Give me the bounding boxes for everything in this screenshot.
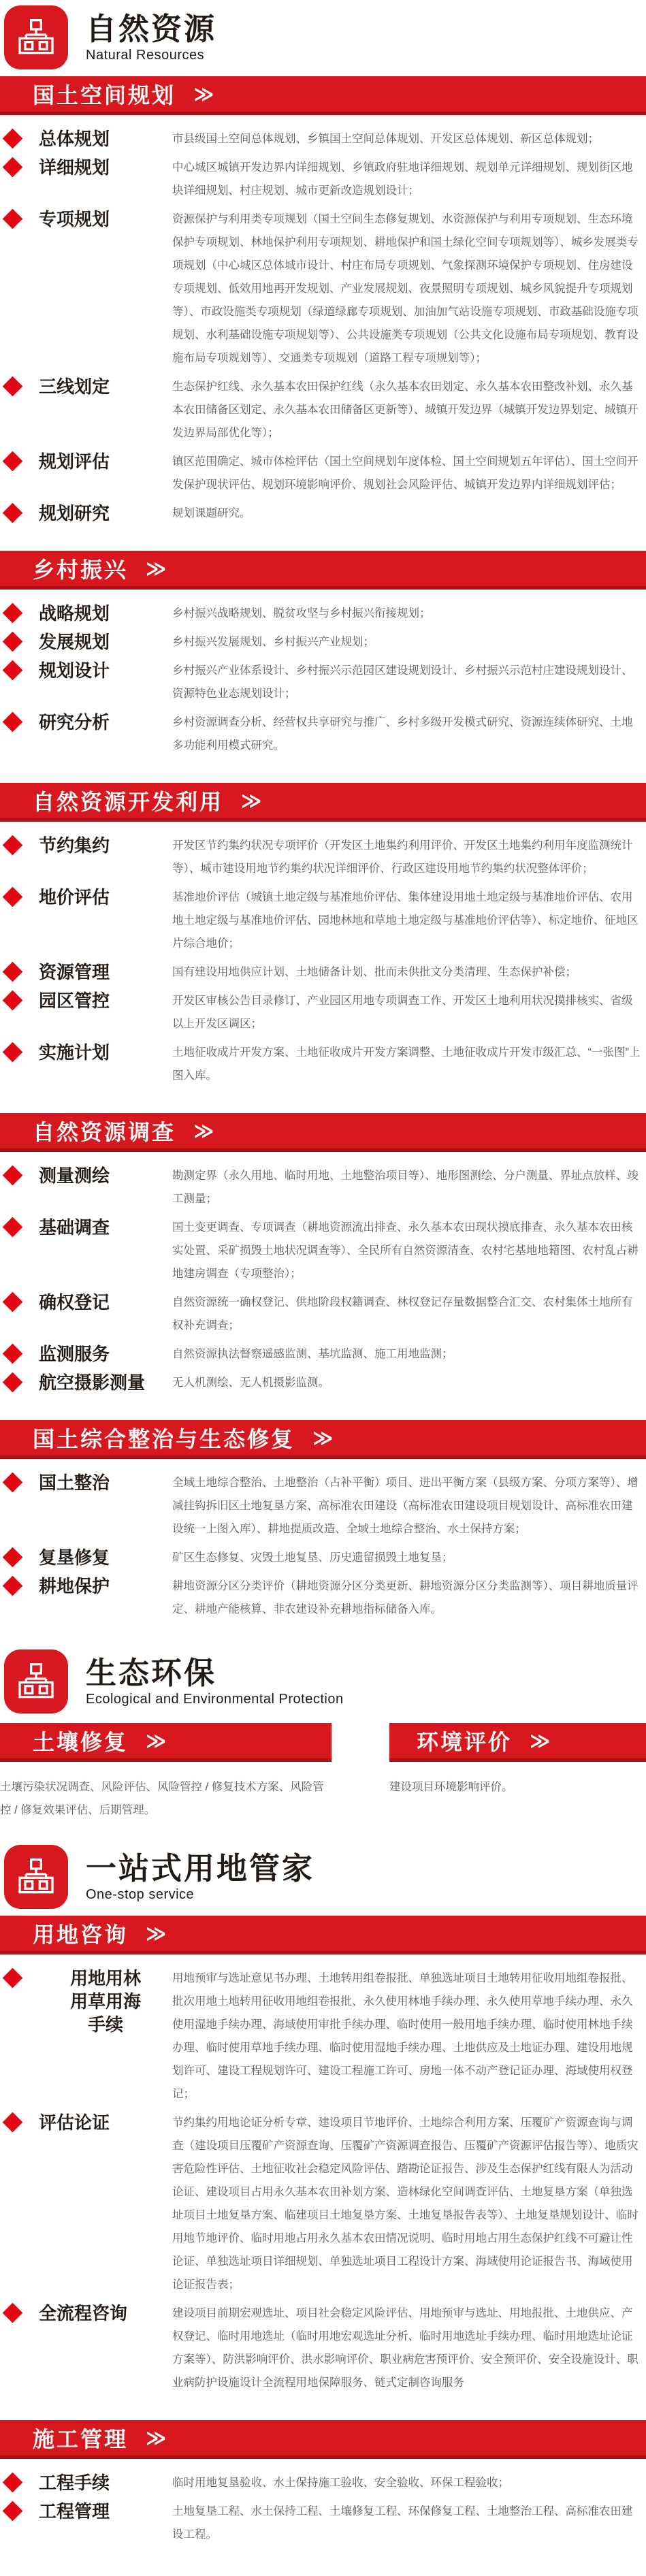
banner-resource-survey[interactable] [0,1113,646,1152]
diamond-bullet-icon [3,835,23,856]
list-item [0,1371,646,1394]
banner-title: 自然资源开发利用 [33,790,224,814]
group-rural-revitalization [0,590,646,780]
item-label: 总体规划 [39,129,110,149]
banner-resource-development[interactable] [0,783,646,822]
eco-column-env [389,1720,646,1822]
item-label: 专项规划 [39,209,110,229]
banner-land-use-consulting[interactable] [0,1916,646,1954]
item-label: 基础调查 [39,1217,110,1238]
item-desc: 乡村振兴发展规划、乡村振兴产业规划； [172,636,374,648]
list-item [0,1342,646,1366]
list-item [0,156,646,202]
list-item [0,989,646,1035]
list-item [0,1575,646,1621]
item-desc: 自然资源执法督察遥感监测、基坑监测、施工用地监测； [172,1348,453,1360]
section-title: 自然资源 [86,12,217,47]
diamond-bullet-icon [3,660,23,681]
item-desc: 开发区节约集约状况专项评价（开发区土地集约利用评价、开发区土地集约利用年度监测统计等）、城市建设用地节约集约状况详细评价、行政区建设用地节约集约状况整体评价； [172,839,633,875]
double-chevron-icon: ≫ [146,558,165,580]
item-label: 园区管控 [39,991,110,1011]
diamond-bullet-icon [3,991,23,1011]
list-item [0,1216,646,1285]
item-desc: 乡村资源调查分析、经营权共享研究与推广、乡村多级开发模式研究、资源连续体研究、土地多功能利用模式研究。 [172,716,633,752]
diamond-bullet-icon [3,603,23,624]
diamond-bullet-icon [3,632,23,652]
item-desc: 全域土地综合整治、土地整治（占补平衡）项目、进出平衡方案（县级方案、分项方案等）、增减挂钩拆旧区土地复垦方案、高标准农田建设（高标准农田建设项目规划设计、高标准农田建设统一上图入库）、耕地提质改造、全域土地综合整治、水土保持方案； [172,1477,639,1535]
item-label: 评估论证 [39,2112,110,2133]
item-label: 用地用林 用草用海 手续 [69,1968,141,2035]
banner-rural-revitalization[interactable] [0,551,646,590]
item-label: 资源管理 [39,962,110,982]
banner-title: 乡村振兴 [33,558,129,582]
item-label: 发展规划 [39,632,110,652]
item-label: 监测服务 [39,1344,110,1364]
list-item [0,375,646,445]
section-title: 一站式用地管家 [86,1851,315,1886]
diamond-bullet-icon [3,1344,23,1364]
diamond-bullet-icon [3,2112,23,2133]
diamond-bullet-icon [3,1165,23,1186]
banner-title: 施工管理 [33,2427,129,2451]
item-desc: 建设项目前期宏观选址、项目社会稳定风险评估、用地预审与选址、用地报批、土地供应、产权登记、临时用地选址（临时用地宏观选址分析、临时用地选址手续办理、临时用地选址论证方案等）、防洪影响评价、洪水影响评价、职业病危害预评价、安全预评价、安全设施设计、职业病防护设施设计全流程用地保障服务、链式定制咨询服务 [172,2307,639,2389]
item-desc: 无人机测绘、无人机摄影监测。 [172,1376,329,1389]
list-item [0,1291,646,1337]
org-chart-icon [4,1649,68,1713]
item-desc: 国土变更调查、专项调查（耕地资源流出排查、永久基本农田现状摸底排查、永久基本农田核实处置、采矿损毁土地状况调查等）、全民所有自然资源清查、农村宅基地地籍图、农村乱占耕地建房调查（专项整治）； [172,1221,639,1280]
section-header-one-stop [0,1839,646,1913]
item-label: 测量测绘 [39,1165,110,1186]
eco-column-soil [0,1720,332,1822]
item-desc: 用地预审与选址意见书办理、土地转用组卷报批、单独选址项目土地转用征收用地组卷报批、批次用地土地转用征收用地组卷报批、永久使用林地手续办理、永久使用草地手续办理、永久使用湿地手续办理、海域使用审批手续办理、临时使用一般用地手续办理、临时使用林地手续办理、临时使用草地手续办理、临时使用湿地手续办理、土地供应及土地证办理、建设用地规划许可、建设工程规划许可、建设工程施工许可、房地一体不动产登记证办理、海域使用权登记； [172,1972,633,2100]
item-desc: 勘测定界（永久用地、临时用地、土地整治项目等）、地形图测绘、分户测量、界址点放样、竣工测量； [172,1170,639,1205]
diamond-bullet-icon [3,2473,23,2493]
item-label: 确权登记 [39,1292,110,1313]
diamond-bullet-icon [3,1292,23,1313]
item-desc: 自然资源统一确权登记、供地阶段权籍调查、林权登记存量数据整合汇交、农村集体土地所有权补充调查； [172,1296,633,1332]
item-label: 三线划定 [39,376,110,397]
section-title: 生态环保 [86,1656,217,1691]
double-chevron-icon: ≫ [193,1120,212,1142]
banner-env-assessment[interactable] [389,1723,646,1762]
item-label: 战略规划 [39,603,110,624]
item-label: 国土整治 [39,1472,110,1493]
group-construction-management [0,2459,646,2569]
diamond-bullet-icon [3,451,23,472]
item-desc: 规划课题研究。 [172,507,251,519]
section-header-natural-resources [0,0,646,74]
item-label: 航空摄影测量 [39,1372,146,1393]
banner-land-space-planning[interactable] [0,76,646,115]
list-item [0,1967,646,2106]
section-subtitle: Natural Resources [86,47,205,63]
double-chevron-icon: ≫ [146,1730,165,1752]
list-item [0,1041,646,1087]
item-label: 研究分析 [39,712,110,732]
item-desc: 节约集约用地论证分析专章、建设项目节地评价、土地综合利用方案、压覆矿产资源查询与调查（建设项目压覆矿产资源查询、压覆矿产资源调查报告、压覆矿产资源评估报告等）、地质灾害危险性评估、土地征收社会稳定风险评估、踏勘论证报告、涉及生态保护红线有限人为活动论证、建设项目占用永久基本农田补划方案、造林绿化空间调查评估、土地复垦方案（单独选址项目土地复垦方案、临建项目土地复垦方案、土地复垦报告表等）、土地复垦规划设计、临时用地节地评价、临时用地占用永久基本农田情况说明、临时用地占用生态保护红线不可避让性论证、单独选址项目详细规划、单独选址项目工程设计方案、海域使用论证报告书、海域使用论证报告表； [172,2116,639,2291]
banner-soil-remediation[interactable] [0,1723,332,1762]
eco-desc: 土壤污染状况调查、风险评估、风险管控 / 修复技术方案、风险管控 / 修复效果评估、后期管理。 [0,1781,324,1816]
group-land-space-planning [0,115,646,548]
item-label: 规划设计 [39,660,110,681]
item-desc: 耕地资源分区分类评价（耕地资源分区分类更新、耕地资源分区分类监测等）、项目耕地质量评定、耕地产能核算、非农建设补充耕地指标储备入库。 [172,1580,639,1615]
item-label: 复垦修复 [39,1547,110,1568]
item-desc: 乡村振兴产业体系设计、乡村振兴示范园区建设规划设计、乡村振兴示范村庄建设规划设计、资源特色业态规划设计； [172,664,633,700]
list-item [0,711,646,757]
banner-title: 国土空间规划 [33,83,176,108]
item-desc: 开发区审核公告目录修订、产业园区用地专项调查工作、开发区土地利用状况摸排核实、省级以上开发区调区； [172,995,633,1030]
banner-title: 自然资源调查 [33,1120,176,1144]
diamond-bullet-icon [3,1042,23,1063]
item-desc: 资源保护与利用类专项规划（国土空间生态修复规划、水资源保护与利用专项规划、生态环境保护专项规划、林地保护利用专项规划、耕地保护和国土绿化空间专项规划等）、城乡发展类专项规划（中心城区总体城市设计、村庄布局专项规划、气象探测环境保护专项规划、住房建设专项规划、低效用地再开发规划、产业发展规划、夜景照明专项规划、城乡风貌提升专项规划等）、市政设施类专项规划（绿道绿廊专项规划、加油加气站设施专项规划、市政基础设施专项规划、水利基础设施专项规划等）、公共设施类专项规划（公共文化设施布局专项规划、教育设施布局专项规划等）、交通类专项规划（道路工程专项规划等）； [172,213,639,364]
list-item [0,502,646,525]
diamond-bullet-icon [3,157,23,178]
diamond-bullet-icon [3,962,23,982]
banner-land-restoration[interactable] [0,1420,646,1459]
item-label: 工程管理 [39,2501,110,2522]
item-label: 耕地保护 [39,1576,110,1596]
diamond-bullet-icon [3,1472,23,1493]
double-chevron-icon: ≫ [146,1922,165,1945]
org-chart-icon [4,1845,68,1909]
list-item [0,886,646,955]
item-desc: 矿区生态修复、灾毁土地复垦、历史遗留损毁土地复垦； [172,1551,453,1564]
diamond-bullet-icon [3,1576,23,1596]
item-desc: 中心城区城镇开发边界内详细规划、乡镇政府驻地详细规划、规划单元详细规划、规划街区地块详细规划、村庄规划、城市更新改造规划设计； [172,161,633,197]
item-desc: 基准地价评估（城镇土地定级与基准地价评估、集体建设用地土地定级与基准地价评估、农用地土地定级与基准地价评估、园地林地和草地土地定级与基准地价评估等）、标定地价、征地区片综合地价； [172,891,639,950]
org-chart-icon [4,5,68,69]
item-label: 详细规划 [39,157,110,178]
diamond-bullet-icon [3,1547,23,1568]
item-label: 实施计划 [39,1042,110,1063]
list-item [0,2471,646,2494]
section-subtitle: One-stop service [86,1886,195,1902]
diamond-bullet-icon [3,503,23,524]
diamond-bullet-icon [3,2303,23,2323]
diamond-bullet-icon [3,1968,23,1989]
list-item [0,450,646,496]
item-label: 节约集约 [39,835,110,856]
list-item [0,630,646,654]
diamond-bullet-icon [3,887,23,907]
list-item [0,1471,646,1541]
list-item [0,2500,646,2546]
item-label: 规划评估 [39,451,110,472]
double-chevron-icon: ≫ [530,1730,549,1752]
group-resource-survey [0,1152,646,1417]
diamond-bullet-icon [3,2501,23,2522]
banner-title: 用地咨询 [33,1922,129,1947]
item-desc: 临时用地复垦验收、水土保持施工验收、安全验收、环保工程验收； [172,2477,509,2489]
double-chevron-icon: ≫ [312,1427,332,1449]
banner-title: 环境评价 [417,1730,513,1754]
item-desc: 乡村振兴战略规划、脱贫攻坚与乡村振兴衔接规划； [172,607,431,619]
item-label: 工程手续 [39,2473,110,2493]
item-label: 规划研究 [39,503,110,524]
diamond-bullet-icon [3,1372,23,1393]
item-desc: 生态保护红线、永久基本农田保护红线（永久基本农田划定、永久基本农田整改补划、永久基本农田储备区划定、永久基本农田储备区更新等）、城镇开发边界（城镇开发边界划定、城镇开发边界局部优化等）； [172,381,639,439]
double-chevron-icon: ≫ [241,790,260,812]
group-land-restoration [0,1459,646,1644]
item-desc: 国有建设用地供应计划、土地储备计划、批而未供批文分类清理、生态保护补偿； [172,966,577,978]
section-header-eco [0,1644,646,1718]
list-item [0,659,646,705]
diamond-bullet-icon [3,376,23,397]
diamond-bullet-icon [3,1217,23,1238]
item-desc: 土地复垦工程、水土保持工程、土壤修复工程、环保修复工程、土地整治工程、高标准农田建设工程。 [172,2505,633,2541]
list-item [0,2302,646,2394]
banner-title: 土壤修复 [33,1730,129,1754]
item-desc: 市县级国土空间总体规划、乡镇国土空间总体规划、开发区总体规划、新区总体规划； [172,133,599,145]
group-resource-development [0,822,646,1110]
list-item [0,127,646,150]
banner-title: 国土综合整治与生态修复 [33,1427,295,1451]
diamond-bullet-icon [3,209,23,229]
list-item [0,1546,646,1569]
item-label: 全流程咨询 [39,2303,128,2323]
double-chevron-icon: ≫ [193,83,212,106]
list-item [0,1164,646,1210]
list-item [0,834,646,880]
group-land-use-consulting [0,1954,646,2417]
item-desc: 镇区范围确定、城市体检评估（国土空间规划年度体检、国土空间规划五年评估）、国土空间开发保护现状评估、规划环境影响评价、规划社会风险评估、城镇开发边界内详细规划评估； [172,455,639,491]
diamond-bullet-icon [3,712,23,732]
banner-construction-management[interactable] [0,2420,646,2459]
list-item [0,2111,646,2296]
eco-desc: 建设项目环境影响评价。 [389,1781,513,1793]
list-item [0,208,646,370]
section-subtitle: Ecological and Environmental Protection [86,1691,344,1707]
list-item [0,961,646,984]
double-chevron-icon: ≫ [146,2427,165,2449]
item-desc: 土地征收成片开发方案、土地征收成片开发方案调整、土地征收成片开发市级汇总、“一张图”上图入库。 [172,1046,641,1082]
eco-two-columns [0,1718,646,1839]
item-label: 地价评估 [39,887,110,907]
list-item [0,602,646,625]
diamond-bullet-icon [3,129,23,149]
